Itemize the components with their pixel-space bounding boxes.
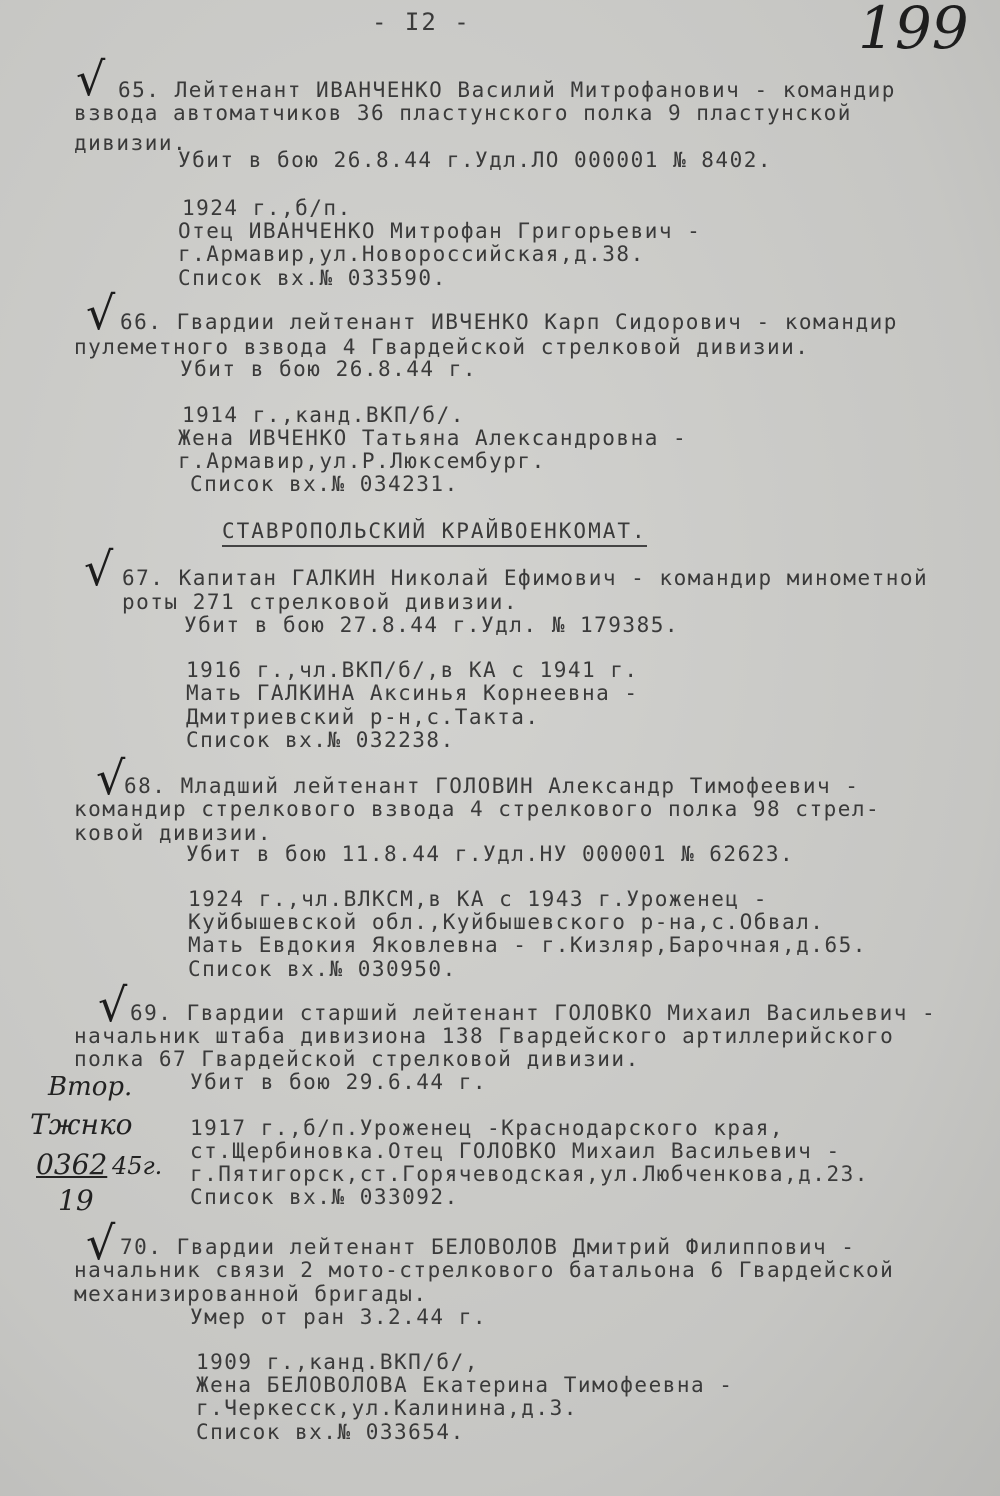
entry-line: 65. Лейтенант ИВАНЧЕНКО Василий Митрофанович - командир	[118, 78, 896, 102]
margin-note-line: 0362	[36, 1148, 108, 1181]
entry-line: 70. Гвардии лейтенант БЕЛОВОЛОВ Дмитрий Филиппович -	[120, 1235, 856, 1259]
entry-line: ст.Щербиновка.Отец ГОЛОВКО Михаил Васильевич -	[190, 1139, 841, 1163]
margin-note-line: 45г.	[112, 1152, 163, 1180]
archive-number: 199	[858, 0, 969, 62]
entry-line: 1917 г.,б/п.Уроженец -Краснодарского края,	[190, 1116, 785, 1140]
margin-note-line: Тжнко	[30, 1108, 133, 1141]
entry-line: Список вх.№ 030950.	[188, 957, 457, 981]
entry-line: Список вх.№ 034231.	[190, 472, 459, 496]
entry-line: 67. Капитан ГАЛКИН Николай Ефимович - командир минометной роты 271 стрелковой дивизии.	[122, 566, 929, 614]
entry-line: Дмитриевский р-н,с.Такта.	[186, 705, 540, 729]
checkmark-icon: √	[84, 542, 114, 596]
entry-line: г.Черкесск,ул.Калинина,д.3.	[196, 1396, 578, 1420]
margin-note-line: 19	[58, 1184, 94, 1217]
entry-line: начальник связи 2 мото-стрелкового батальона 6 Гвардейской	[74, 1258, 895, 1282]
entry-line: Убит в бою 26.8.44 г.Удл.ЛО 000001 № 8402.	[178, 148, 773, 172]
entry-line: Список вх.№ 033590.	[178, 266, 447, 290]
entry-line: Куйбышевской обл.,Куйбышевского р-на,с.Обвал.	[188, 910, 825, 934]
entry-line: Список вх.№ 033092.	[190, 1185, 459, 1209]
entry-line: 69. Гвардии старший лейтенант ГОЛОВКО Михаил Васильевич -	[130, 1001, 937, 1025]
entry-line: Жена ИВЧЕНКО Татьяна Александровна -	[178, 426, 688, 450]
entry-line: пулеметного взвода 4 Гвардейской стрелковой дивизии.	[74, 335, 810, 359]
section-heading: СТАВРОПОЛЬСКИЙ КРАЙВОЕНКОМАТ.	[222, 519, 647, 547]
entry-line: дивизии.	[74, 131, 188, 155]
entry-line: полка 67 Гвардейской стрелковой дивизии.	[74, 1047, 640, 1071]
entry-line: командир стрелкового взвода 4 стрелкового полка 98 стрел-	[74, 797, 881, 821]
entry-line: Мать ГАЛКИНА Аксинья Корнеевна -	[186, 681, 639, 705]
entry-line: Отец ИВАНЧЕНКО Митрофан Григорьевич -	[178, 219, 702, 243]
entry-line: Жена БЕЛОВОЛОВА Екатерина Тимофеевна -	[196, 1373, 734, 1397]
checkmark-icon: √	[98, 978, 128, 1032]
entry-line: г.Пятигорск,ст.Горячеводская,ул.Любченкова,д.23.	[190, 1162, 869, 1186]
entry-line: Список вх.№ 033654.	[196, 1420, 465, 1444]
entry-line: г.Армавир,ул.Новороссийская,д.38.	[178, 242, 645, 266]
checkmark-icon: √	[86, 1216, 116, 1270]
entry-line: Убит в бою 26.8.44 г.	[180, 357, 478, 381]
entry-line: Мать Евдокия Яковлевна - г.Кизляр,Барочная,д.65.	[188, 933, 867, 957]
entry-line: 68. Младший лейтенант ГОЛОВИН Александр Тимофеевич -	[124, 774, 860, 798]
checkmark-icon: √	[96, 751, 126, 805]
entry-line: 1924 г.,б/п.	[182, 196, 352, 220]
entry-line: механизированной бригады.	[74, 1282, 428, 1306]
entry-line: начальник штаба дивизиона 138 Гвардейского артиллерийского	[74, 1024, 895, 1048]
entry-line: г.Армавир,ул.Р.Люксембург.	[178, 449, 546, 473]
entry-line: 1916 г.,чл.ВКП/б/,в КА с 1941 г.	[186, 658, 639, 682]
entry-line: Убит в бою 29.6.44 г.	[190, 1070, 488, 1094]
entry-line: Убит в бою 11.8.44 г.Удл.НУ 000001 № 62623.	[186, 842, 795, 866]
checkmark-icon: √	[76, 52, 106, 106]
entry-line: 66. Гвардии лейтенант ИВЧЕНКО Карп Сидорович - командир	[120, 310, 898, 334]
entry-line: ковой дивизии.	[74, 821, 273, 845]
page-number: - I2 -	[372, 8, 471, 36]
entry-line: взвода автоматчиков 36 пластунского полка 9 пластунской	[74, 101, 852, 125]
margin-note-line: Втор.	[48, 1072, 133, 1102]
entry-line: 1909 г.,канд.ВКП/б/,	[196, 1350, 479, 1374]
entry-line: Убит в бою 27.8.44 г.Удл. № 179385.	[184, 613, 680, 637]
checkmark-icon: √	[86, 286, 116, 340]
entry-line: Список вх.№ 032238.	[186, 728, 455, 752]
entry-line: 1914 г.,канд.ВКП/б/.	[182, 403, 465, 427]
entry-line: Умер от ран 3.2.44 г.	[190, 1305, 488, 1329]
entry-line: 1924 г.,чл.ВЛКСМ,в КА с 1943 г.Уроженец -	[188, 887, 768, 911]
